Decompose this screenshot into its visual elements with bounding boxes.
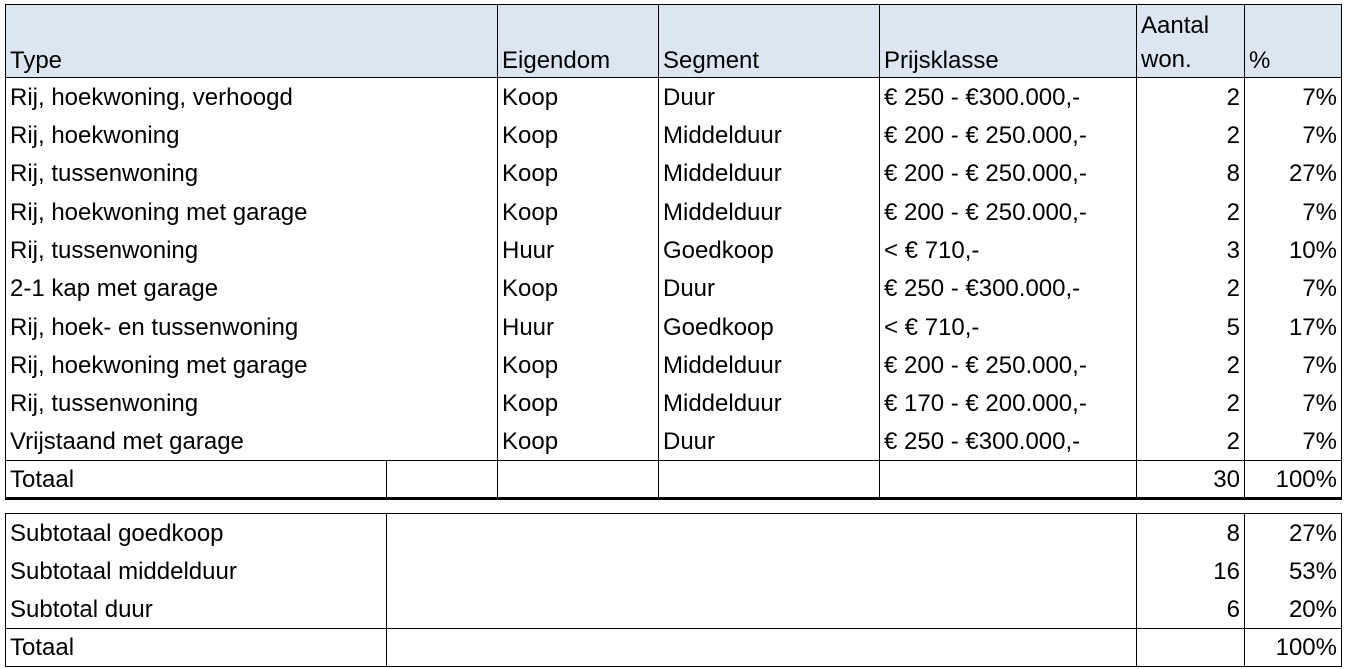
header-segment: Segment [659,5,880,78]
total-label: Totaal [6,460,387,498]
table-row [6,307,1342,345]
cell-pct: 7% [1245,192,1342,230]
cell-pct: 27% [1245,154,1342,192]
cell-segment: Middelduur [659,384,880,422]
cell-prijs: < € 710,- [880,231,1137,269]
cell-type: Rij, tussenwoning [6,154,387,192]
subtotal-total-row [6,628,1342,666]
cell-eigendom: Koop [498,422,659,460]
cell-prijs: < € 710,- [880,307,1137,345]
table-row [6,231,1342,269]
header-eigendom: Eigendom [498,5,659,78]
cell-type: Rij, hoek- en tussenwoning [6,307,387,345]
cell-pct: 7% [1245,116,1342,154]
cell-eigendom: Koop [498,346,659,384]
table-row [6,384,1342,422]
subtotal-row [6,514,1342,552]
cell-pct: 17% [1245,307,1342,345]
cell-pct: 7% [1245,78,1342,116]
subtotal-empty [387,552,1137,590]
cell-type: Rij, tussenwoning [6,384,387,422]
subtotal-label: Subtotal duur [6,590,387,628]
cell-pct: 7% [1245,422,1342,460]
cell-segment: Middelduur [659,154,880,192]
cell-eigendom: Koop [498,116,659,154]
subtotal-label: Subtotaal goedkoop [6,514,387,552]
subtotal-total-label: Totaal [6,628,387,666]
cell-spacer [387,231,498,269]
header-aantal [1137,5,1245,78]
header-pct: % [1245,5,1342,78]
cell-eigendom: Huur [498,231,659,269]
cell-spacer [387,192,498,230]
cell-pct: 10% [1245,231,1342,269]
cell-aantal: 5 [1137,307,1245,345]
subtotal-row [6,590,1342,628]
cell-segment: Duur [659,422,880,460]
cell-spacer [387,154,498,192]
cell-spacer [387,346,498,384]
header-prijsklasse: Prijsklasse [880,5,1137,78]
cell-segment: Duur [659,269,880,307]
subtotal-pct: 53% [1245,552,1342,590]
cell-aantal: 2 [1137,346,1245,384]
subtotal-empty [387,590,1137,628]
cell-spacer [387,384,498,422]
cell-spacer [387,78,498,116]
total-empty [659,460,880,498]
cell-aantal: 2 [1137,192,1245,230]
cell-pct: 7% [1245,346,1342,384]
total-empty [387,460,498,498]
cell-type: Rij, hoekwoning [6,116,387,154]
cell-prijs: € 170 - € 200.000,- [880,384,1137,422]
cell-segment: Goedkoop [659,231,880,269]
total-empty [880,460,1137,498]
cell-prijs: € 250 - €300.000,- [880,422,1137,460]
cell-spacer [387,307,498,345]
cell-aantal: 2 [1137,116,1245,154]
subtotal-row [6,552,1342,590]
cell-eigendom: Koop [498,192,659,230]
cell-segment: Middelduur [659,192,880,230]
cell-segment: Middelduur [659,346,880,384]
table-row [6,192,1342,230]
cell-segment: Middelduur [659,116,880,154]
subtotal-aantal: 8 [1137,514,1245,552]
cell-type: Rij, tussenwoning [6,231,387,269]
cell-eigendom: Koop [498,269,659,307]
cell-type: Vrijstaand met garage [6,422,387,460]
table-row [6,422,1342,460]
table-row [6,346,1342,384]
subtotal-aantal: 6 [1137,590,1245,628]
cell-aantal: 2 [1137,384,1245,422]
cell-aantal: 3 [1137,231,1245,269]
cell-aantal: 2 [1137,269,1245,307]
table-row [6,116,1342,154]
cell-prijs: € 250 - €300.000,- [880,78,1137,116]
cell-spacer [387,269,498,307]
header-type: Type [6,5,387,78]
header-aantal-line2: won. [1141,46,1192,73]
cell-aantal: 2 [1137,422,1245,460]
subtotal-aantal: 16 [1137,552,1245,590]
subtotal-label: Subtotaal middelduur [6,552,387,590]
cell-pct: 7% [1245,384,1342,422]
table-row [6,154,1342,192]
cell-type: Rij, hoekwoning, verhoogd [6,78,387,116]
subtotal-empty [387,628,1137,666]
cell-aantal: 2 [1137,78,1245,116]
cell-eigendom: Koop [498,384,659,422]
housing-table [5,4,1342,500]
cell-prijs: € 200 - € 250.000,- [880,346,1137,384]
cell-type: Rij, hoekwoning met garage [6,192,387,230]
subtotal-pct: 27% [1245,514,1342,552]
subtotal-empty [387,514,1137,552]
total-row [6,460,1342,498]
table-row [6,269,1342,307]
cell-type: 2-1 kap met garage [6,269,387,307]
cell-prijs: € 200 - € 250.000,- [880,192,1137,230]
cell-spacer [387,422,498,460]
cell-prijs: € 200 - € 250.000,- [880,154,1137,192]
total-empty [498,460,659,498]
total-pct: 100% [1245,460,1342,498]
cell-prijs: € 200 - € 250.000,- [880,116,1137,154]
cell-eigendom: Koop [498,78,659,116]
subtotal-table [5,513,1342,667]
cell-spacer [387,116,498,154]
cell-aantal: 8 [1137,154,1245,192]
header-row [6,5,1342,78]
header-aantal-line1: Aantal [1141,12,1210,39]
cell-prijs: € 250 - €300.000,- [880,269,1137,307]
cell-eigendom: Koop [498,154,659,192]
subtotal-total-pct: 100% [1245,628,1342,666]
subtotal-pct: 20% [1245,590,1342,628]
total-aantal: 30 [1137,460,1245,498]
subtotal-total-aantal [1137,628,1245,666]
cell-segment: Goedkoop [659,307,880,345]
cell-eigendom: Huur [498,307,659,345]
cell-type: Rij, hoekwoning met garage [6,346,387,384]
header-spacer [387,5,498,78]
cell-segment: Duur [659,78,880,116]
cell-pct: 7% [1245,269,1342,307]
table-row [6,78,1342,116]
